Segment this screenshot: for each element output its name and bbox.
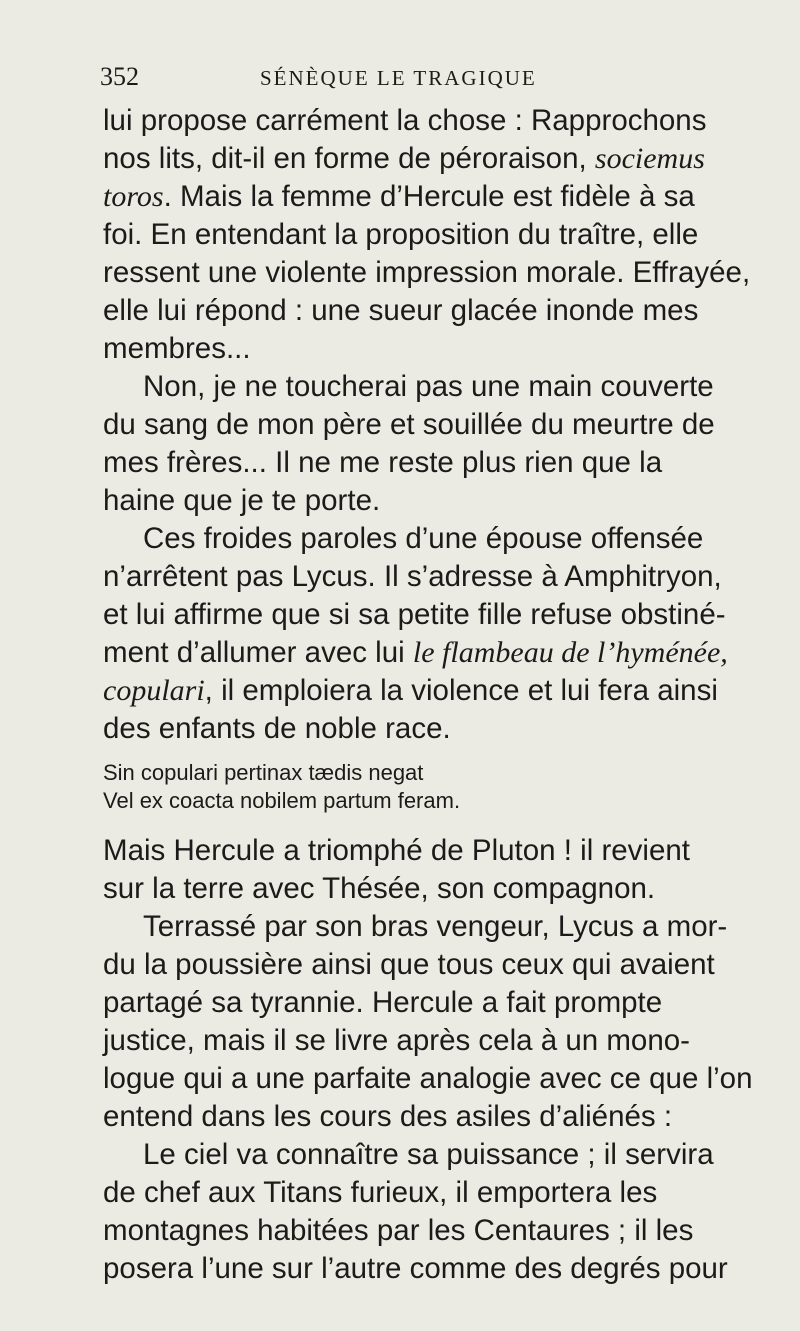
text-line: Non, je ne toucherai pas une main couverte bbox=[143, 370, 714, 403]
latin-quote-line: Vel ex coacta nobilem partum feram. bbox=[103, 788, 461, 813]
text-line: Terrassé par son bras vengeur, Lycus a mor- bbox=[143, 910, 728, 943]
page-number: 352 bbox=[100, 62, 139, 91]
text-line: mes frères... Il ne me reste plus rien que la bbox=[103, 446, 663, 479]
text-line: haine que je te porte. bbox=[103, 484, 381, 517]
text-line: lui propose carrément la chose : Rapprochons bbox=[103, 104, 707, 137]
text-line: sur la terre avec Thésée, son compagnon. bbox=[103, 872, 656, 905]
latin-phrase: sociemus bbox=[594, 142, 705, 175]
text-line: ment d’allumer avec lui le flambeau de l’hyménée, bbox=[103, 636, 728, 669]
italic-phrase: le flambeau de l’hyménée, bbox=[412, 636, 728, 669]
text-line: et lui affirme que si sa petite fille refuse obstiné- bbox=[103, 598, 726, 631]
text-line: n’arrêtent pas Lycus. Il s’adresse à Amphitryon, bbox=[103, 560, 722, 593]
text-line: logue qui a une parfaite analogie avec ce que l’on bbox=[103, 1062, 753, 1095]
text-line: toros. Mais la femme d’Hercule est fidèle à sa bbox=[103, 180, 695, 213]
text-line: elle lui répond : une sueur glacée inonde mes bbox=[103, 294, 699, 327]
text-line: ressent une violente impression morale. Effrayée, bbox=[103, 256, 751, 289]
text-line: nos lits, dit-il en forme de péroraison, sociemus bbox=[103, 142, 705, 175]
text-line: de chef aux Titans furieux, il emportera les bbox=[103, 1176, 658, 1209]
latin-phrase: toros bbox=[103, 180, 164, 213]
text-line: du sang de mon père et souillée du meurtre de bbox=[103, 408, 715, 441]
text-line: entend dans les cours des asiles d’aliénés : bbox=[103, 1100, 673, 1133]
latin-quote-line: Sin copulari pertinax tædis negat bbox=[103, 760, 424, 785]
text-line: montagnes habitées par les Centaures ; il les bbox=[103, 1214, 694, 1247]
text-line: foi. En entendant la proposition du traître, elle bbox=[103, 218, 699, 251]
running-title: SÉNÈQUE LE TRAGIQUE bbox=[260, 66, 537, 90]
text-line: des enfants de noble race. bbox=[103, 712, 451, 745]
text-line: posera l’une sur l’autre comme des degrés pour bbox=[103, 1252, 728, 1285]
text-line: copulari, il emploiera la violence et lui fera ainsi bbox=[103, 674, 718, 707]
latin-phrase: copulari bbox=[103, 674, 205, 707]
text-line: Mais Hercule a triomphé de Pluton ! il revient bbox=[103, 834, 690, 867]
running-head bbox=[100, 62, 740, 92]
text-line: du la poussière ainsi que tous ceux qui avaient bbox=[103, 948, 715, 981]
text-line: justice, mais il se livre après cela à un mono- bbox=[103, 1024, 690, 1057]
text-line: partagé sa tyrannie. Hercule a fait prompte bbox=[103, 986, 663, 1019]
text-line: Le ciel va connaître sa puissance ; il servira bbox=[143, 1138, 714, 1171]
text-line: membres... bbox=[103, 332, 251, 365]
text-line: Ces froides paroles d’une épouse offensée bbox=[143, 522, 704, 555]
